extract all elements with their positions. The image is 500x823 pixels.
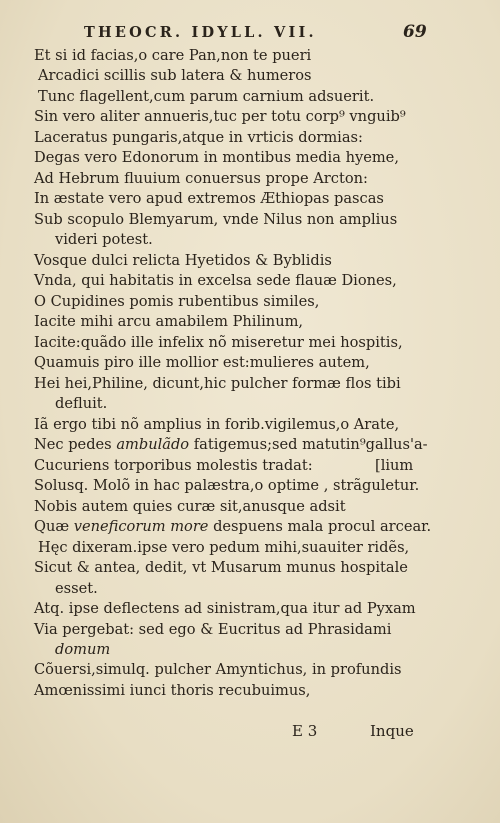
text-line: Sub scopulo Blemyarum, vnde Nilus non amplius [34,211,398,228]
catchword: Inque [370,722,414,740]
page-header [0,22,500,46]
page-number: 69 [403,22,427,42]
text-line [34,435,428,455]
text-line: Laceratus pungaris,atque in vrticis dormias: [34,129,363,146]
text-line: Iacite mihi arcu amabilem Philinum, [34,313,304,330]
text-line: Solusq. Molõ in hac palæstra,o optime , strãguletur. [34,477,420,494]
italic-segment: ambulãdo [116,436,190,453]
text-line: Via pergebat: sed ego & Eucritus ad Phrasidami [34,621,392,638]
text-line: Tunc flagellent,cum parum carnium adsuerit. [38,88,375,105]
text-line: Sicut & antea, dedit, vt Musarum munus hospitale [34,559,408,576]
text-line: Iacite:quãdo ille infelix nõ miseretur mei hospitis, [34,334,403,351]
text-line: Atq. ipse deflectens ad sinistram,qua itur ad Pyxam [34,600,416,617]
text-line: Nobis autem quies curæ sit,anusque adsit [34,498,346,515]
text-line: Vnda, qui habitatis in excelsa sede flauæ Diones, [34,272,397,289]
text-line: Degas vero Edonorum in montibus media hyeme, [34,149,399,166]
text-line: Iã ergo tibi nõ amplius in forib.vigilemus,o Arate, [34,416,400,433]
text-line: Cõuersi,simulq. pulcher Amyntichus, in profundis [34,661,402,678]
margin-note: [lium [375,457,414,474]
running-head: THEOCR. IDYLL. VII. [84,24,317,41]
text-line: O Cupidines pomis rubentibus similes, [34,293,320,310]
text-line: Cucuriens torporibus molestis tradat: [34,457,313,474]
text-line: videri potest. [55,231,153,248]
text-line: defluit. [55,395,108,412]
text-line: esset. [55,580,98,597]
text-segment: fatigemus;sed matutin⁹gallus'a- [189,436,428,453]
text-line: In æstate vero apud extremos Æthiopas pascas [34,190,384,207]
text-line: Arcadici scillis sub latera & humeros [38,67,312,84]
text-line: Hei hei,Philine, dicunt,hic pulcher formæ flos tibi [34,375,401,392]
text-line: Sin vero aliter annueris,tuc per totu corp⁹ vnguib⁹ [34,108,406,125]
text-line: Quamuis piro ille mollior est:mulieres autem, [34,354,370,371]
signature-mark: E 3 [292,722,318,740]
italic-segment: veneficorum more [73,518,209,535]
text-line: Vosque dulci relicta Hyetidos & Byblidis [34,252,332,269]
text-segment: Nec pedes [34,436,117,453]
text-segment: despuens mala procul arcear. [208,518,432,535]
text-line: Et si id facias,o care Pan,non te pueri [34,47,312,64]
text-line: domum [55,641,111,658]
page-footer [0,722,500,746]
text-line [34,517,431,537]
text-line: Hęc dixeram.ipse vero pedum mihi,suauiter ridẽs, [38,539,410,556]
text-line: Ad Hebrum fluuium conuersus prope Arcton: [34,170,368,187]
text-segment: Quæ [34,518,74,535]
text-line: Amœnissimi iunci thoris recubuimus, [34,682,311,699]
